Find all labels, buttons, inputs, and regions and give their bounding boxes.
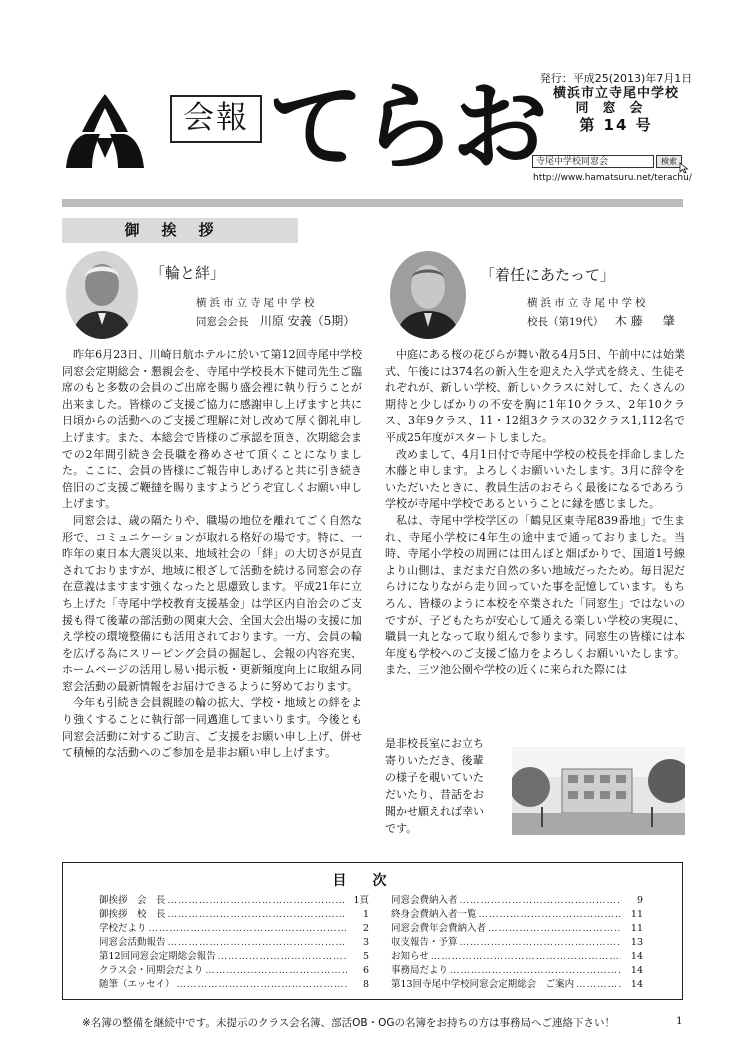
text-line: 聞かせ願えれば幸い	[385, 805, 484, 818]
toc-item-label: 終身会費納入者一覧	[391, 909, 477, 920]
toc-item[interactable]	[99, 923, 369, 935]
toc-item-page: 8	[362, 979, 369, 990]
toc-item-label: 第12回同窓会定期総会報告	[99, 951, 216, 962]
toc-item[interactable]	[391, 965, 643, 977]
chairman-photo	[66, 251, 138, 339]
school-emblem-logo	[62, 92, 148, 170]
toc-item-label: 御挨拶 校 長	[99, 909, 166, 920]
search-input[interactable]: 寺尾中学校同窓会	[532, 155, 654, 168]
left-name: 川原 安義（5期）	[259, 314, 356, 328]
text-line: 寄りいただき、後輩	[385, 754, 484, 767]
right-headline: 「着任にあたって」	[480, 266, 616, 284]
principal-greeting-tail	[385, 735, 507, 837]
text-line: です。	[385, 822, 418, 835]
text-line: だいたり、昔話をお	[385, 788, 484, 801]
left-headline: 「輪と絆」	[150, 264, 226, 282]
toc-item-label: 御挨拶 会 長	[99, 895, 166, 906]
toc-item-page: 9	[636, 895, 643, 906]
website-url[interactable]: http://www.hamatsuru.net/terachu/	[533, 173, 692, 183]
toc-item-label: 収支報告・予算	[391, 937, 458, 948]
toc-item-label: 同窓会費年会費納入者	[391, 923, 487, 934]
greeting-section-header: 御挨拶	[62, 218, 298, 243]
toc-item-page: 1	[362, 909, 369, 920]
search-button[interactable]: 検索	[656, 155, 682, 168]
toc-item-page: 3	[362, 937, 369, 948]
toc-item-label: 同窓会活動報告	[99, 937, 166, 948]
toc-item-page: 1頁	[353, 895, 369, 906]
toc-item-label: 学校だより	[99, 923, 147, 934]
toc-item[interactable]	[99, 895, 369, 907]
kaiho-label: 会報	[170, 95, 262, 143]
page-number: 1	[676, 1015, 683, 1027]
toc-item[interactable]	[391, 923, 643, 935]
toc-item-label: お知らせ	[391, 951, 429, 962]
toc-item[interactable]	[99, 909, 369, 921]
paragraph: 改めまして、4月1日付で寺尾中学校の校長を拝命しました木藤と申します。よろしくお願いいたします。3月に辞令をいただいたときに、教員生活のおそらく最後になるであろう学校が寺尾中学校であるということに縁を感じました。	[385, 447, 685, 511]
toc-item-label: 事務局だより	[391, 965, 449, 976]
header-rule	[62, 199, 683, 207]
chairman-greeting-text	[62, 347, 362, 762]
toc-item-label: クラス会・同期会だより	[99, 965, 204, 976]
paragraph: 中庭にある桜の花びらが舞い散る4月5日、午前中には始業式、午後には374名の新入生を迎えた入学式を終え、生徒それぞれが、新しい学校、新しいクラスに対して、たくさんの期待と少しばかりの不安を胸に1年10クラス、2年10クラス、3年9クラス、11・12組3クラスの32クラス1,112名で平成25年度がスタートしました。	[385, 348, 685, 444]
right-role: 校長（第19代）	[527, 316, 604, 328]
toc-item-page: 14	[630, 951, 643, 962]
toc-item[interactable]	[391, 951, 643, 963]
toc-item[interactable]	[391, 937, 643, 949]
left-role-line	[196, 312, 355, 331]
table-of-contents	[62, 862, 683, 1000]
toc-item-page: 6	[362, 965, 369, 976]
paragraph: 今年も引続き会員親睦の輪の拡大、学校・地域との絆をより強くすることに執行部一同邁進してまいります。今後とも同窓会活動に対するご助言、ご支援をお願い申し上げ、併せて積極的な活動へのご参加を是非お願い申し上げます。	[62, 696, 362, 760]
toc-item[interactable]	[99, 951, 369, 963]
principal-photo	[390, 251, 466, 339]
paragraph: 同窓会は、歳の隔たりや、職場の地位を離れてごく自然な形で、コミュニケーションが取れる格好の場です。特に、一昨年の東日本大震災以来、地域社会の「絆」の大切さが見直されておりますが、地域に根ざして活動を続ける同窓会の存在意義はますます強くなったと思慮致します。平成21年に立ち上げた「寺尾中学校教育支援基金」は学区内自治会のご支援も得て後輩の部活動の関東大会、全国大会出場の支援に加え学校の環境整備にも活用されております。一方、会員の輪を広げる為にスリーピング会員の掘起し、会報の内容充実、ホームページの活用し易い掲示板・更新頻度向上に取組み同窓会活動の最新情報をお届けできるように努めております。	[62, 513, 362, 693]
text-line: の様子を覗いていた	[385, 771, 484, 784]
toc-item-page: 14	[630, 965, 643, 976]
toc-item-label: 同窓会費納入者	[391, 895, 458, 906]
toc-item-page: 13	[630, 937, 643, 948]
toc-item-page: 2	[362, 923, 369, 934]
publication-info	[536, 71, 696, 133]
right-role-line	[527, 312, 679, 331]
toc-item[interactable]	[99, 979, 369, 991]
toc-item-page: 14	[630, 979, 643, 990]
school-name: 横浜市立寺尾中学校	[552, 86, 679, 101]
association-name: 同窓会	[575, 101, 657, 116]
newsletter-title: てらお	[268, 70, 544, 183]
toc-title: 目次	[332, 873, 413, 889]
footnote: ※名簿の整備を継続中です。未提示のクラス会名簿、部活OB・OGの名簿をお持ちの方は事務局へご連絡下さい！	[82, 1017, 616, 1029]
toc-item[interactable]	[391, 895, 643, 907]
text-line: 是非校長室にお立ち	[385, 737, 484, 750]
school-building-photo	[512, 747, 685, 835]
toc-item-page: 5	[362, 951, 369, 962]
toc-item[interactable]	[391, 979, 643, 991]
left-org: 横浜市立寺尾中学校	[196, 297, 318, 309]
publication-date: 発行：平成25(2013)年7月1日	[539, 72, 693, 85]
toc-item-page: 11	[630, 923, 643, 934]
toc-item[interactable]	[99, 937, 369, 949]
toc-item[interactable]	[99, 965, 369, 977]
right-org: 横浜市立寺尾中学校	[527, 297, 649, 309]
left-role: 同窓会会長	[196, 316, 249, 328]
toc-item-label: 第13回寺尾中学校同窓会定期総会 ご案内	[391, 979, 575, 990]
right-name: 木藤 肇	[614, 314, 679, 328]
paragraph: 昨年6月23日、川崎日航ホテルに於いて第12回寺尾中学校同窓会定期総会・懇親会を、寺尾中学校長木下健司先生ご臨席のもと多数の会員のご出席を賜り盛会裡に執り行うことが出来ました。皆様のご支援ご協力に感謝申し上げますと共に日頃からの活動へのご支援ご理解に対し改めて厚く御礼申し上げます。また、本総会で皆様のご承認を頂き、次期総会までの2年間引続き会長職を務めさせて頂くことになりました。ここに、会員の皆様にご報告申しあげると共に引き続き倍旧のご支援ご鞭撻を賜りますようどうぞ宜しくお願い申し上げます。	[62, 348, 362, 511]
issue-number: 第 14 号	[579, 116, 653, 134]
paragraph: 私は、寺尾中学校学区の「鶴見区東寺尾839番地」で生まれ、寺尾小学校に4年生の途中まで通っておりました。当時、寺尾小学校の周囲には田んぼと畑ばかりで、国道1号線より山側は、まだまだ自然の多い地域だったため。毎日泥だらけになりながら走り回っていた事を記憶しています。もちろん、皆様のように本校を卒業された「同窓生」ではないのですが、子どもたちが安心して通える楽しい学校の実現に、職員一丸となって取り組んで参ります。同窓生の皆様には本年度も学校へのご支援ご協力をよろしくお願いいたします。また、三ツ池公園や学校の近くに来られた際には	[385, 513, 685, 677]
toc-item[interactable]	[391, 909, 643, 921]
toc-item-label: 随筆（エッセイ）	[99, 979, 175, 990]
principal-greeting-text	[385, 347, 685, 679]
toc-item-page: 11	[630, 909, 643, 920]
